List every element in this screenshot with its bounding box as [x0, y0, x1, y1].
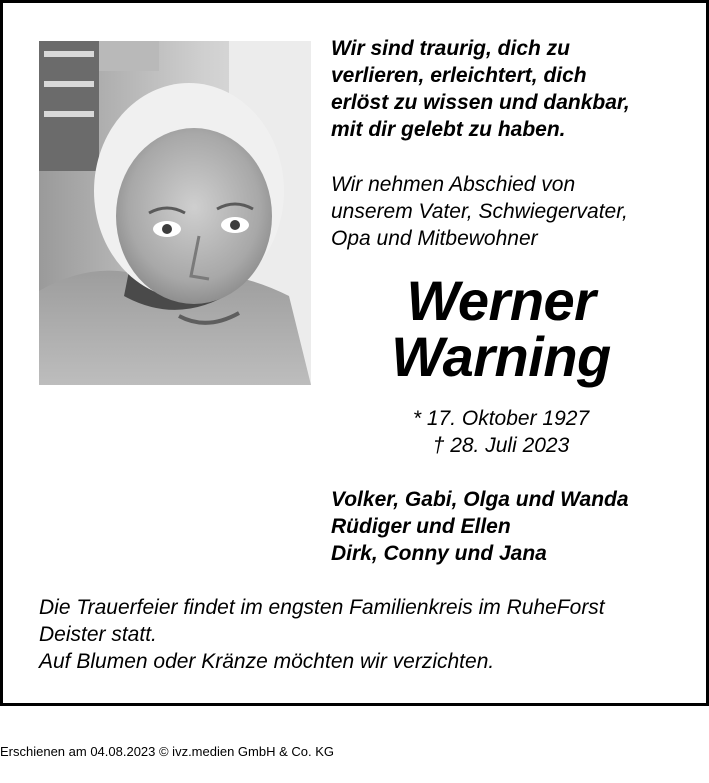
birth-date: * 17. Oktober 1927	[412, 407, 590, 430]
intro-line: Wir nehmen Abschied von	[331, 173, 576, 196]
intro-line: Opa und Mitbewohner	[331, 227, 538, 250]
verse-line: mit dir gelebt zu haben.	[331, 118, 566, 141]
verse-line: verlieren, erleichtert, dich	[331, 64, 587, 87]
notice-line: Die Trauerfeier findet im engsten Familienkreis im RuheForst	[39, 596, 605, 619]
funeral-notice	[39, 594, 689, 675]
notice-line: Auf Blumen oder Kränze möchten wir verzichten.	[39, 650, 495, 673]
mourner-line: Rüdiger und Ellen	[331, 515, 511, 538]
verse-line: erlöst zu wissen und dankbar,	[331, 91, 630, 114]
farewell-intro	[331, 171, 691, 252]
publication-credit: Erschienen am 04.08.2023 © ivz.medien GmbH & Co. KG	[0, 744, 335, 759]
mourners-list	[331, 486, 691, 567]
verse-line: Wir sind traurig, dich zu	[331, 37, 570, 60]
life-dates	[331, 405, 671, 459]
portrait-photo	[39, 41, 311, 385]
mourner-line: Volker, Gabi, Olga und Wanda	[331, 488, 629, 511]
notice-line: Deister statt.	[39, 623, 157, 646]
deceased-last-name: Warning	[391, 325, 611, 388]
intro-line: unserem Vater, Schwiegervater,	[331, 200, 628, 223]
death-date: † 28. Juli 2023	[432, 434, 570, 457]
mourner-line: Dirk, Conny und Jana	[331, 542, 547, 565]
verse	[331, 35, 691, 143]
deceased-name	[331, 269, 671, 388]
deceased-first-name: Werner	[406, 269, 596, 332]
